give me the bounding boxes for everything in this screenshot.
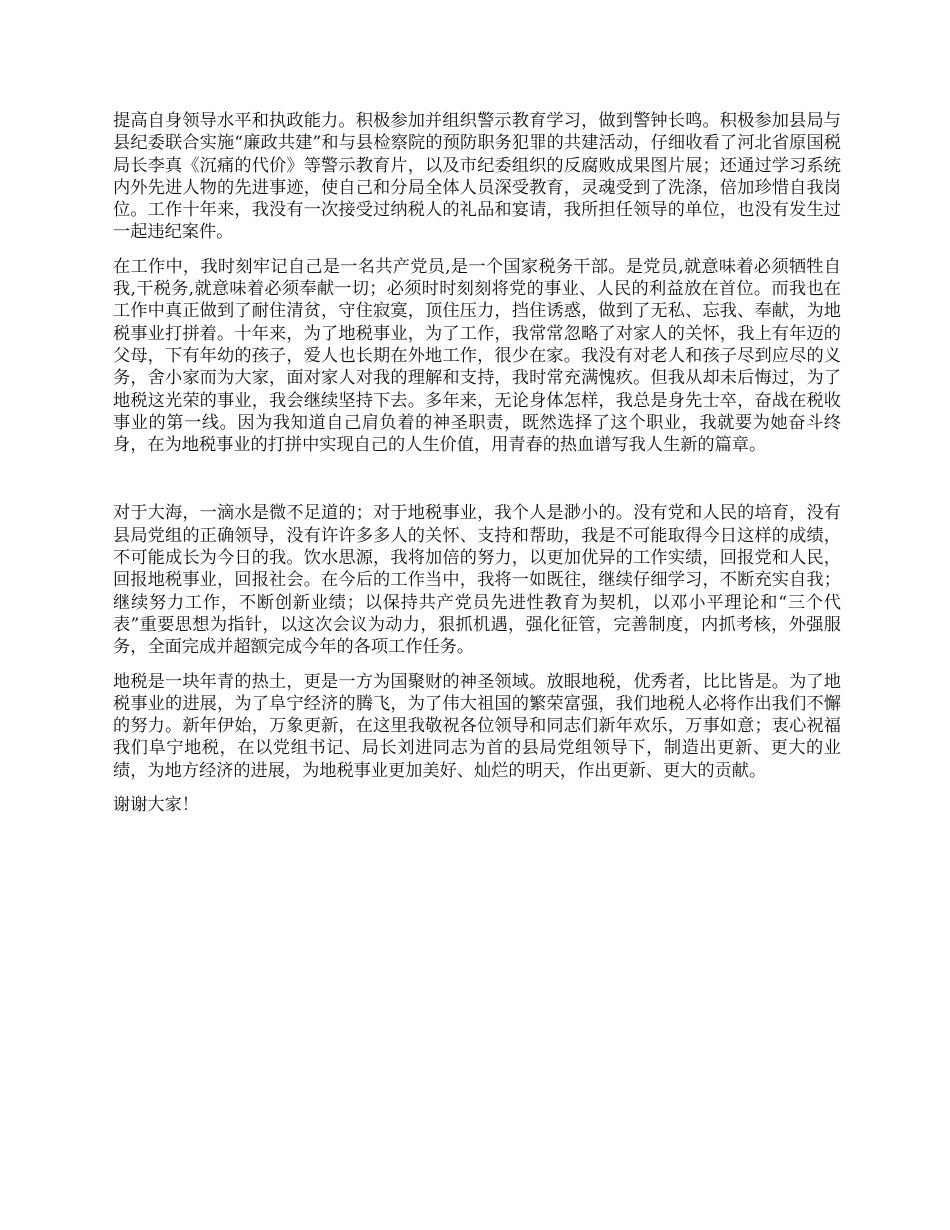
- paragraph-dedication: 在工作中，我时刻牢记自己是一名共产党员,是一个国家税务干部。是党员,就意味着必须牺牲自我,干税务,就意味着必须奉献一切；必须时时刻刻将党的事业、人民的利益放在首位。而我也在工作中真正做到了耐住清贫，守住寂寞，顶住压力，挡住诱惑，做到了无私、忘我、奉献，为地税事业打拼着。十年来，为了地税事业，为了工作，我常常忽略了对家人的关怀，我上有年迈的父母，下有年幼的孩子，爱人也长期在外地工作，很少在家。我没有对老人和孩子尽到应尽的义务，舍小家而为大家，面对家人对我的理解和支持，我时常充满愧疚。但我从却未后悔过，为了地税这光荣的事业，我会继续坚持下去。多年来，无论身体怎样，我总是身先士卒，奋战在税收事业的第一线。因为我知道自己肩负着的神圣职责，既然选择了这个职业，我就要为她奋斗终身，在为地税事业的打拼中实现自己的人生价值，用青春的热血谱写我人生新的篇章。: [113, 256, 841, 456]
- document-page: [113, 110, 841, 828]
- paragraph-new-year-wishes: 地税是一块年青的热土，更是一方为国聚财的神圣领域。放眼地税，优秀者，比比皆是。为了地税事业的进展，为了阜宁经济的腾飞，为了伟大祖国的繁荣富强，我们地税人必将作出我们不懈的努力。新年伊始，万象更新，在这里我敬祝各位领导和同志们新年欢乐，万事如意；衷心祝福我们阜宁地税，在以党组书记、局长刘进同志为首的县局党组领导下，制造出更新、更大的业绩，为地方经济的进展，为地税事业更加美好、灿烂的明天，作出更新、更大的贡献。: [113, 671, 841, 781]
- paragraph-integrity: 提高自身领导水平和执政能力。积极参加并组织警示教育学习，做到警钟长鸣。积极参加县局与县纪委联合实施“廉政共建”和与县检察院的预防职务犯罪的共建活动，仔细收看了河北省原国税局长李真《沉痛的代价》等警示教育片，以及市纪委组织的反腐败成果图片展；还通过学习系统内外先进人物的先进事迹，使自己和分局全体人员深受教育，灵魂受到了洗涤，倍加珍惜自我岗位。工作十年来，我没有一次接受过纳税人的礼品和宴请，我所担任领导的单位，也没有发生过一起违纪案件。: [113, 111, 841, 243]
- paragraph-gratitude: 对于大海，一滴水是微不足道的；对于地税事业，我个人是渺小的。没有党和人民的培育，没有县局党组的正确领导，没有许许多多人的关怀、支持和帮助，我是不可能取得今日这样的成绩，不可能成长为今日的我。饮水思源，我将加倍的努力，以更加优异的工作实绩，回报党和人民，回报地税事业，回报社会。在今后的工作当中，我将一如既往，继续仔细学习，不断充实自我；继续努力工作，不断创新业绩；以保持共产党员先进性教育为契机，以邓小平理论和“三个代表”重要思想为指针，以这次会议为动力，狠抓机遇，强化征管，完善制度，内抓考核，外强服务，全面完成并超额完成今年的各项工作任务。: [113, 503, 841, 658]
- paragraph-closing-thanks: 谢谢大家！: [113, 795, 199, 816]
